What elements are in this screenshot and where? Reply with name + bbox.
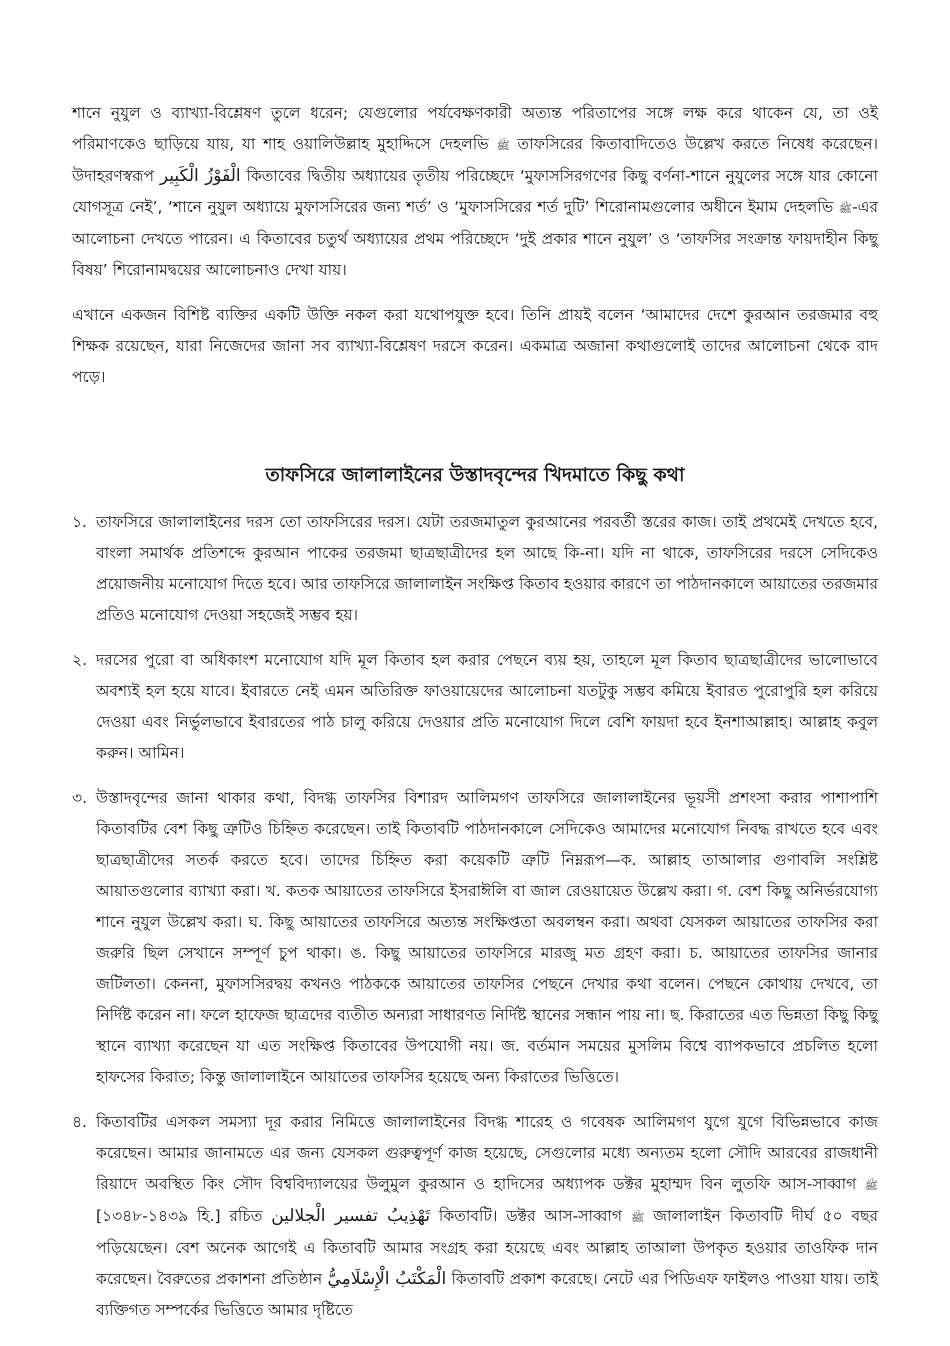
list-item-number: ৩. [72, 789, 88, 807]
honorific-mark: ﷺ [496, 139, 510, 152]
list-item-text: তাফসিরে জালালাইনের দরস তো তাফসিরের দরস। যেটা তরজমাতুল কুরআনের পরবর্তী স্তরের কাজ। তাই প্রথমেই দেখতে হবে, বাংলা সমার্থক প্রতিশব্দে কুরআন পাকের তরজমা ছাত্রছাত্রীদের হল আছে কি-না। যদি না থাকে, তাফসিরের দরসে সেদিকেও প্রয়োজনীয় মনোযোগ দিতে হবে। আর তাফসিরে জালালাইন সংক্ষিপ্ত কিতাব হওয়ার কারণে তা পাঠদানকালে আয়াতের তরজমার প্রতিও মনোযোগ দেওয়া সহজেই সম্ভব হয়। [96, 513, 878, 624]
arabic-book-title: تَهْذِيبُ تفسير الْجلالين [271, 1206, 431, 1226]
honorific-mark: ﷺ [838, 202, 853, 215]
list-item-number: ১. [72, 513, 87, 531]
numbered-list [72, 507, 878, 1326]
list-item [72, 1107, 878, 1326]
intro-paragraph-2: এখানে একজন বিশিষ্ট ব্যক্তির একটি উক্তি নকল করা যথোপযুক্ত হবে। তিনি প্রায়ই বলেন ‘আমাদের দেশে কুরআন তরজমার বহু শিক্ষক রয়েছেন, যারা নিজেদের জানা সব ব্যাখ্যা-বিশ্লেষণ দরসে করেন। একমাত্র অজানা কথাগুলোই তাদের আলোচনা থেকে বাদ পড়ে। [72, 306, 878, 386]
list-item-text: উস্তাদবৃন্দের জানা থাকার কথা, বিদগ্ধ তাফসির বিশারদ আলিমগণ তাফসিরে জালালাইনের ভূয়সী প্রশংসা করার পাশাপাশি কিতাবটির বেশ কিছু ত্রুটিও চিহ্নিত করেছেন। তাই কিতাবটি পাঠদানকালে সেদিকেও আমাদের মনোযোগ নিবদ্ধ রাখতে হবে এবং ছাত্রছাত্রীদের সতর্ক করতে হবে। তাদের চিহ্নিত করা কয়েকটি ত্রুটি নিম্নরূপ—ক. আল্লাহ তাআলার গুণাবলি সংশ্লিষ্ট আয়াতগুলোর ব্যাখ্যা করা। খ. কতক আয়াতের তাফসিরে ইসরাঈলি বা জাল রেওয়ায়েত উল্লেখ করা। গ. বেশ কিছু অনির্ভরযোগ্য শানে নুযুল উল্লেখ করা। ঘ. কিছু আয়াতের তাফসিরে অত্যন্ত সংক্ষিপ্ততা অবলম্বন করা। অথবা যেসকল আয়াতের তাফসির করা জরুরি ছিল সেখানে সম্পূর্ণ চুপ থাকা। ঙ. কিছু আয়াতের তাফসিরে মারজু মত গ্রহণ করা। চ. আয়াতের তাফসির জানার জটিলতা। কেননা, মুফাসসিরদ্বয় কখনও পাঠককে আয়াতের তাফসির পেছনে দেখার কথা বলেন। পেছনে কোথায় দেখবে, তা নির্দিষ্ট করেন না। ফলে হাফেজ ছাত্রদের ব্যতীত অন্যরা সাধারণত নির্দিষ্ট স্থানের সন্ধান পায় না। ছ. কিরাতের এত ভিন্নতা কিছু কিছু স্থানে ব্যাখ্যা করেছেন যা এত সংক্ষিপ্ত কিতাবের উপযোগী নয়। জ. বর্তমান সময়ের মুসলিম বিশ্বে ব্যাপকভাবে প্রচলিত হলো হাফসের কিরাত; কিন্তু জালালাইনে আয়াতের তাফসির হয়েছে অন্য কিরাতের ভিত্তিতে। [96, 789, 879, 1086]
arabic-publisher-name: الْمَكْتَبُ الْإِسْلَامِيُّ [327, 1269, 447, 1289]
intro-paragraph-1: শানে নুযুল ও ব্যাখ্যা-বিশ্লেষণ তুলে ধরেন; যেগুলোর পর্যবেক্ষণকারী অত্যন্ত পরিতাপের সঙ্গে লক্ষ করে থাকেন যে, তা ওই পরিমাণকেও ছাড়িয়ে যায়, যা শাহ ওয়ালিউল্লাহ মুহাদ্দিসে দেহলভি ﷺ তাফসিরের কিতাবাদিতেও উল্লেখ করতে নিষেধ করেছেন। উদাহরণস্বরূপ الْفَوْزُ الْكَبِير কিতাবের দ্বিতীয় অধ্যায়ের তৃতীয় পরিচ্ছেদে ‘মুফাসসিরগণের কিছু বর্ণনা-শানে নুযুলের সঙ্গে যার কোনো যোগসূত্র নেই’, ‘শানে নুযুল অধ্যায়ে মুফাসসিরের জন্য শর্ত’ ও ‘মুফাসসিরের শর্ত দুটি’ শিরোনামগুলোর অধীনে ইমাম দেহলভি ﷺ-এর আলোচনা দেখতে পারেন। এ কিতাবের চতুর্থ অধ্যায়ের প্রথম পরিচ্ছেদে ‘দুই প্রকার শানে নুযুল’ ও ‘তাফসির সংক্রান্ত ফায়দাহীন কিছু বিষয়’ শিরোনামদ্বয়ের আলোচনাও দেখা যায়। [72, 104, 879, 279]
list-item [72, 645, 878, 769]
list-item-number: ২. [72, 651, 88, 669]
list-item-text: দরসের পুরো বা অধিকাংশ মনোযোগ যদি মূল কিতাব হল করার পেছনে ব্যয় হয়, তাহলে মূল কিতাব ছাত্রছাত্রীদের ভালোভাবে অবশ্যই হল হয়ে যাবে। ইবারতে নেই এমন অতিরিক্ত ফাওয়ায়েদের আলোচনা যতটুকু সম্ভব কমিয়ে ইবারত পুরোপুরি হল করিয়ে দেওয়া এবং নির্ভুলভাবে ইবারতের পাঠ চালু করিয়ে দেওয়ার প্রতি মনোযোগ দিলে বেশি ফায়দা হবে ইনশাআল্লাহ। আল্লাহ কবুল করুন। আমিন। [96, 651, 878, 762]
list-item [72, 507, 878, 631]
honorific-mark: ﷺ [630, 1211, 645, 1224]
list-item-text: কিতাবটির এসকল সমস্যা দূর করার নিমিত্তে জালালাইনের বিদগ্ধ শারেহ ও গবেষক আলিমগণ যুগে যুগে বিভিন্নভাবে কাজ করেছেন। আমার জানামতে এর জন্য যেসকল গুরুত্বপূর্ণ কাজ হয়েছে, সেগুলোর মধ্যে অন্যতম হলো সৌদি আরবের রাজধানী রিয়াদে অবস্থিত কিং সৌদ বিশ্ববিদ্যালয়ের উলুমুল কুরআন ও হাদিসের অধ্যাপক ডক্টর মুহাম্মদ বিন লুতফি আস-সাব্বাগ ﷺ [১৩৪৮-১৪৩৯ হি.] রচিত تَهْذِيبُ تفسير الْجلالين কিতাবটি। ডক্টর আস-সাব্বাগ ﷺ জালালাইন কিতাবটি দীর্ঘ ৫০ বছর পড়িয়েছেন। বেশ অনেক আগেই এ কিতাবটি আমার সংগ্রহ করা হয়েছে এবং আল্লাহ তাআলা উপকৃত হওয়ার তাওফিক দান করেছেন। বৈরুতের প্রকাশনা প্রতিষ্ঠান الْمَكْتَبُ الْإِسْلَامِيُّ কিতাবটি প্রকাশ করেছে। নেটে এর পিডিএফ ফাইলও পাওয়া যায়। তাই ব্যক্তিগত সম্পর্কের ভিত্তিতে আমার দৃষ্টিতে [96, 1113, 878, 1319]
section-heading: তাফসিরে জালালাইনের উস্তাদবৃন্দের খিদমাতে কিছু কথা [265, 464, 685, 486]
list-item [72, 783, 878, 1093]
arabic-book-title: الْفَوْزُ الْكَبِير [159, 166, 241, 186]
list-item-number: ৪. [72, 1113, 87, 1131]
honorific-mark: ﷺ [864, 1179, 878, 1192]
